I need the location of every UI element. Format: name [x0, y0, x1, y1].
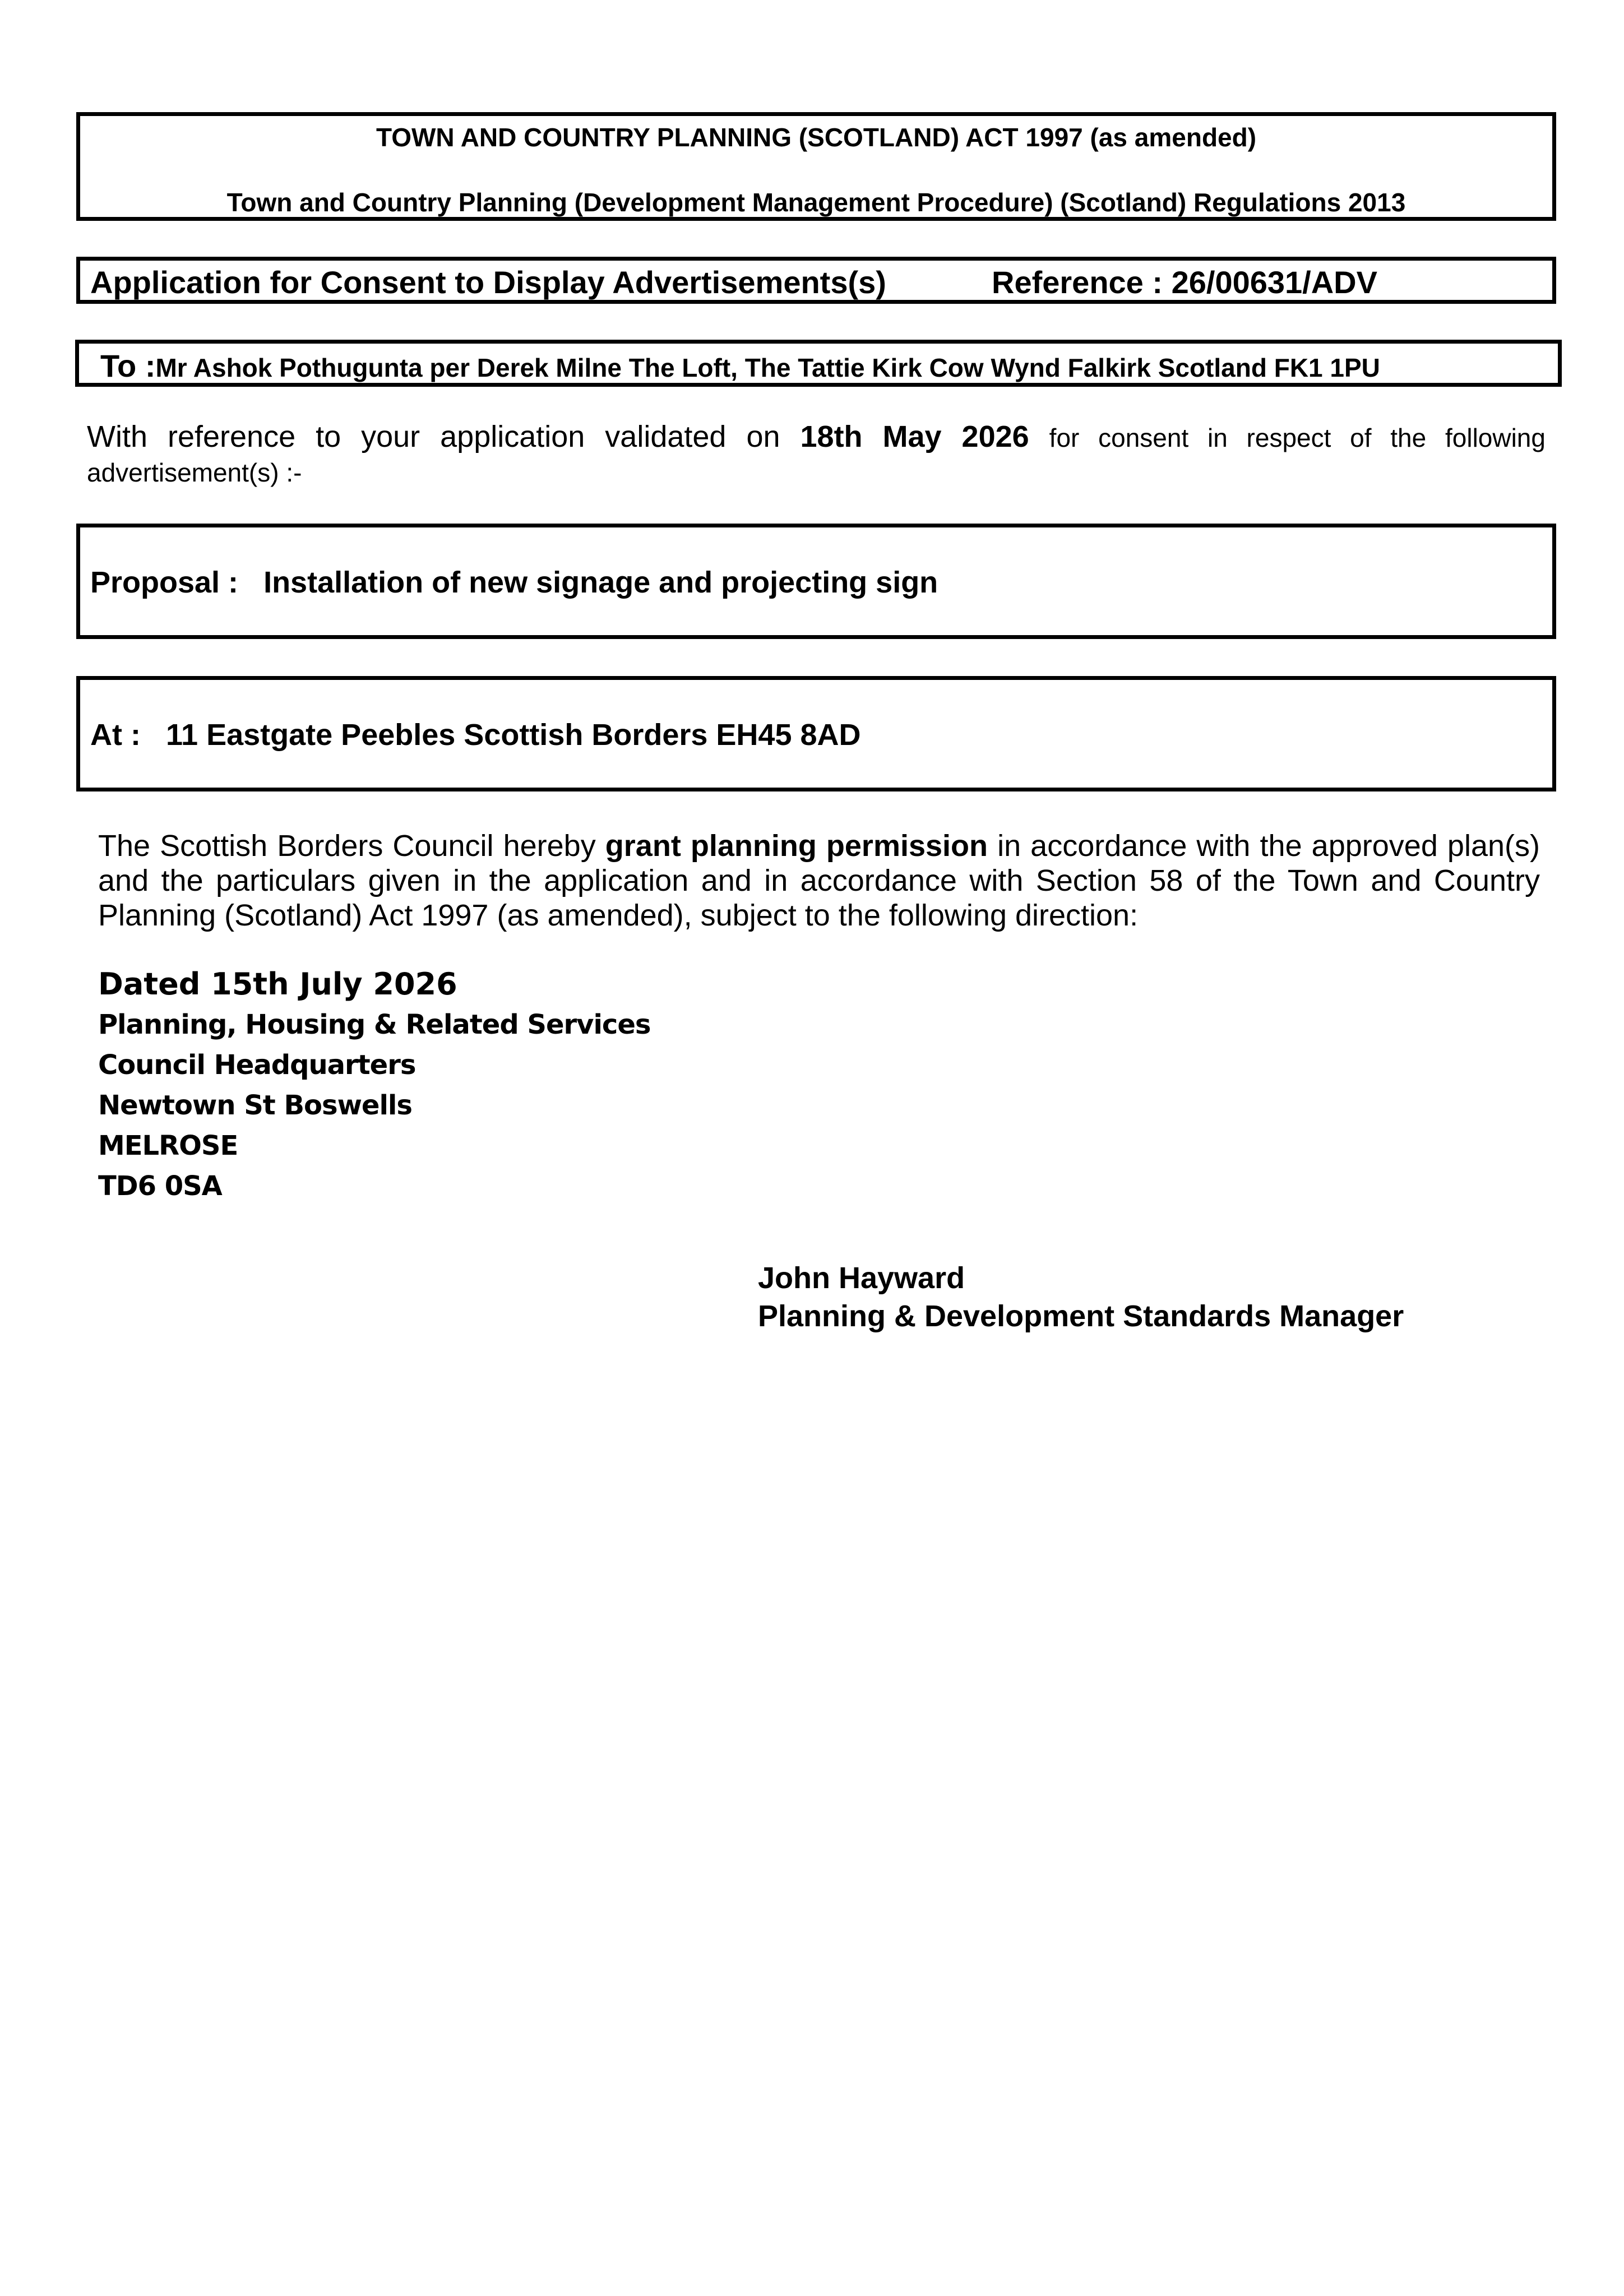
- signatory-title: Planning & Development Standards Manager: [758, 1299, 1404, 1333]
- decision-paragraph: [98, 828, 1540, 933]
- reference-paragraph: [87, 420, 1546, 454]
- location-value: 11 Eastgate Peebles Scottish Borders EH45 8AD: [165, 718, 861, 752]
- decision-part1: The Scottish Borders Council hereby: [98, 829, 596, 863]
- recipient-box: [75, 340, 1562, 387]
- reference-value: 26/00631/ADV: [1171, 265, 1377, 300]
- act-title: TOWN AND COUNTRY PLANNING (SCOTLAND) ACT 1997 (as amended): [376, 123, 1257, 152]
- recipient-address: Mr Ashok Pothugunta per Derek Milne The Loft, The Tattie Kirk Cow Wynd Falkirk Scotland FK1 1PU: [155, 353, 1380, 382]
- reference-paragraph-continuation: advertisement(s) :-: [87, 458, 302, 487]
- proposal-value: Installation of new signage and projecting sign: [263, 566, 938, 599]
- council-address-line: MELROSE: [98, 1130, 238, 1161]
- regulations-title: Town and Country Planning (Development Management Procedure) (Scotland) Regulations 2013: [226, 188, 1406, 217]
- decision-part2: in accordance with the approved plan(s) and the particulars given in the application and in accordance with Section 58 of the Town and Country Planning (Scotland) Act 1997 (as amended), subject to the following direction:: [98, 829, 1540, 932]
- reference-line: [992, 265, 1377, 300]
- signatory-block: [758, 1259, 1404, 1335]
- proposal-line: [90, 564, 938, 600]
- recipient-line: [100, 348, 1380, 392]
- dated-address-block: [98, 964, 651, 1206]
- proposal-box: [76, 524, 1556, 639]
- reference-paragraph-lead: With reference to your application validated on: [87, 420, 780, 453]
- proposal-label: Proposal :: [90, 566, 239, 599]
- decision-grant: grant planning permission: [605, 829, 988, 863]
- signatory-name: John Hayward: [758, 1261, 965, 1295]
- application-type-box: [76, 257, 1556, 304]
- legislation-header-box: [76, 112, 1556, 221]
- recipient-label: To :: [100, 348, 156, 383]
- reference-label: Reference :: [992, 265, 1163, 300]
- council-address-line: Newtown St Boswells: [98, 1090, 412, 1121]
- location-label: At :: [90, 718, 141, 752]
- council-address-line: TD6 0SA: [98, 1170, 222, 1202]
- validated-date: 18th May 2026: [800, 420, 1029, 453]
- location-box: [76, 676, 1556, 791]
- council-address-line: Council Headquarters: [98, 1049, 416, 1081]
- council-address-line: Planning, Housing & Related Services: [98, 1009, 651, 1040]
- location-line: [90, 717, 861, 753]
- application-title: Application for Consent to Display Advertisements(s): [90, 265, 886, 300]
- decision-date: Dated 15th July 2026: [98, 966, 457, 1002]
- reference-paragraph-tail: for consent in respect of the following: [1049, 423, 1546, 452]
